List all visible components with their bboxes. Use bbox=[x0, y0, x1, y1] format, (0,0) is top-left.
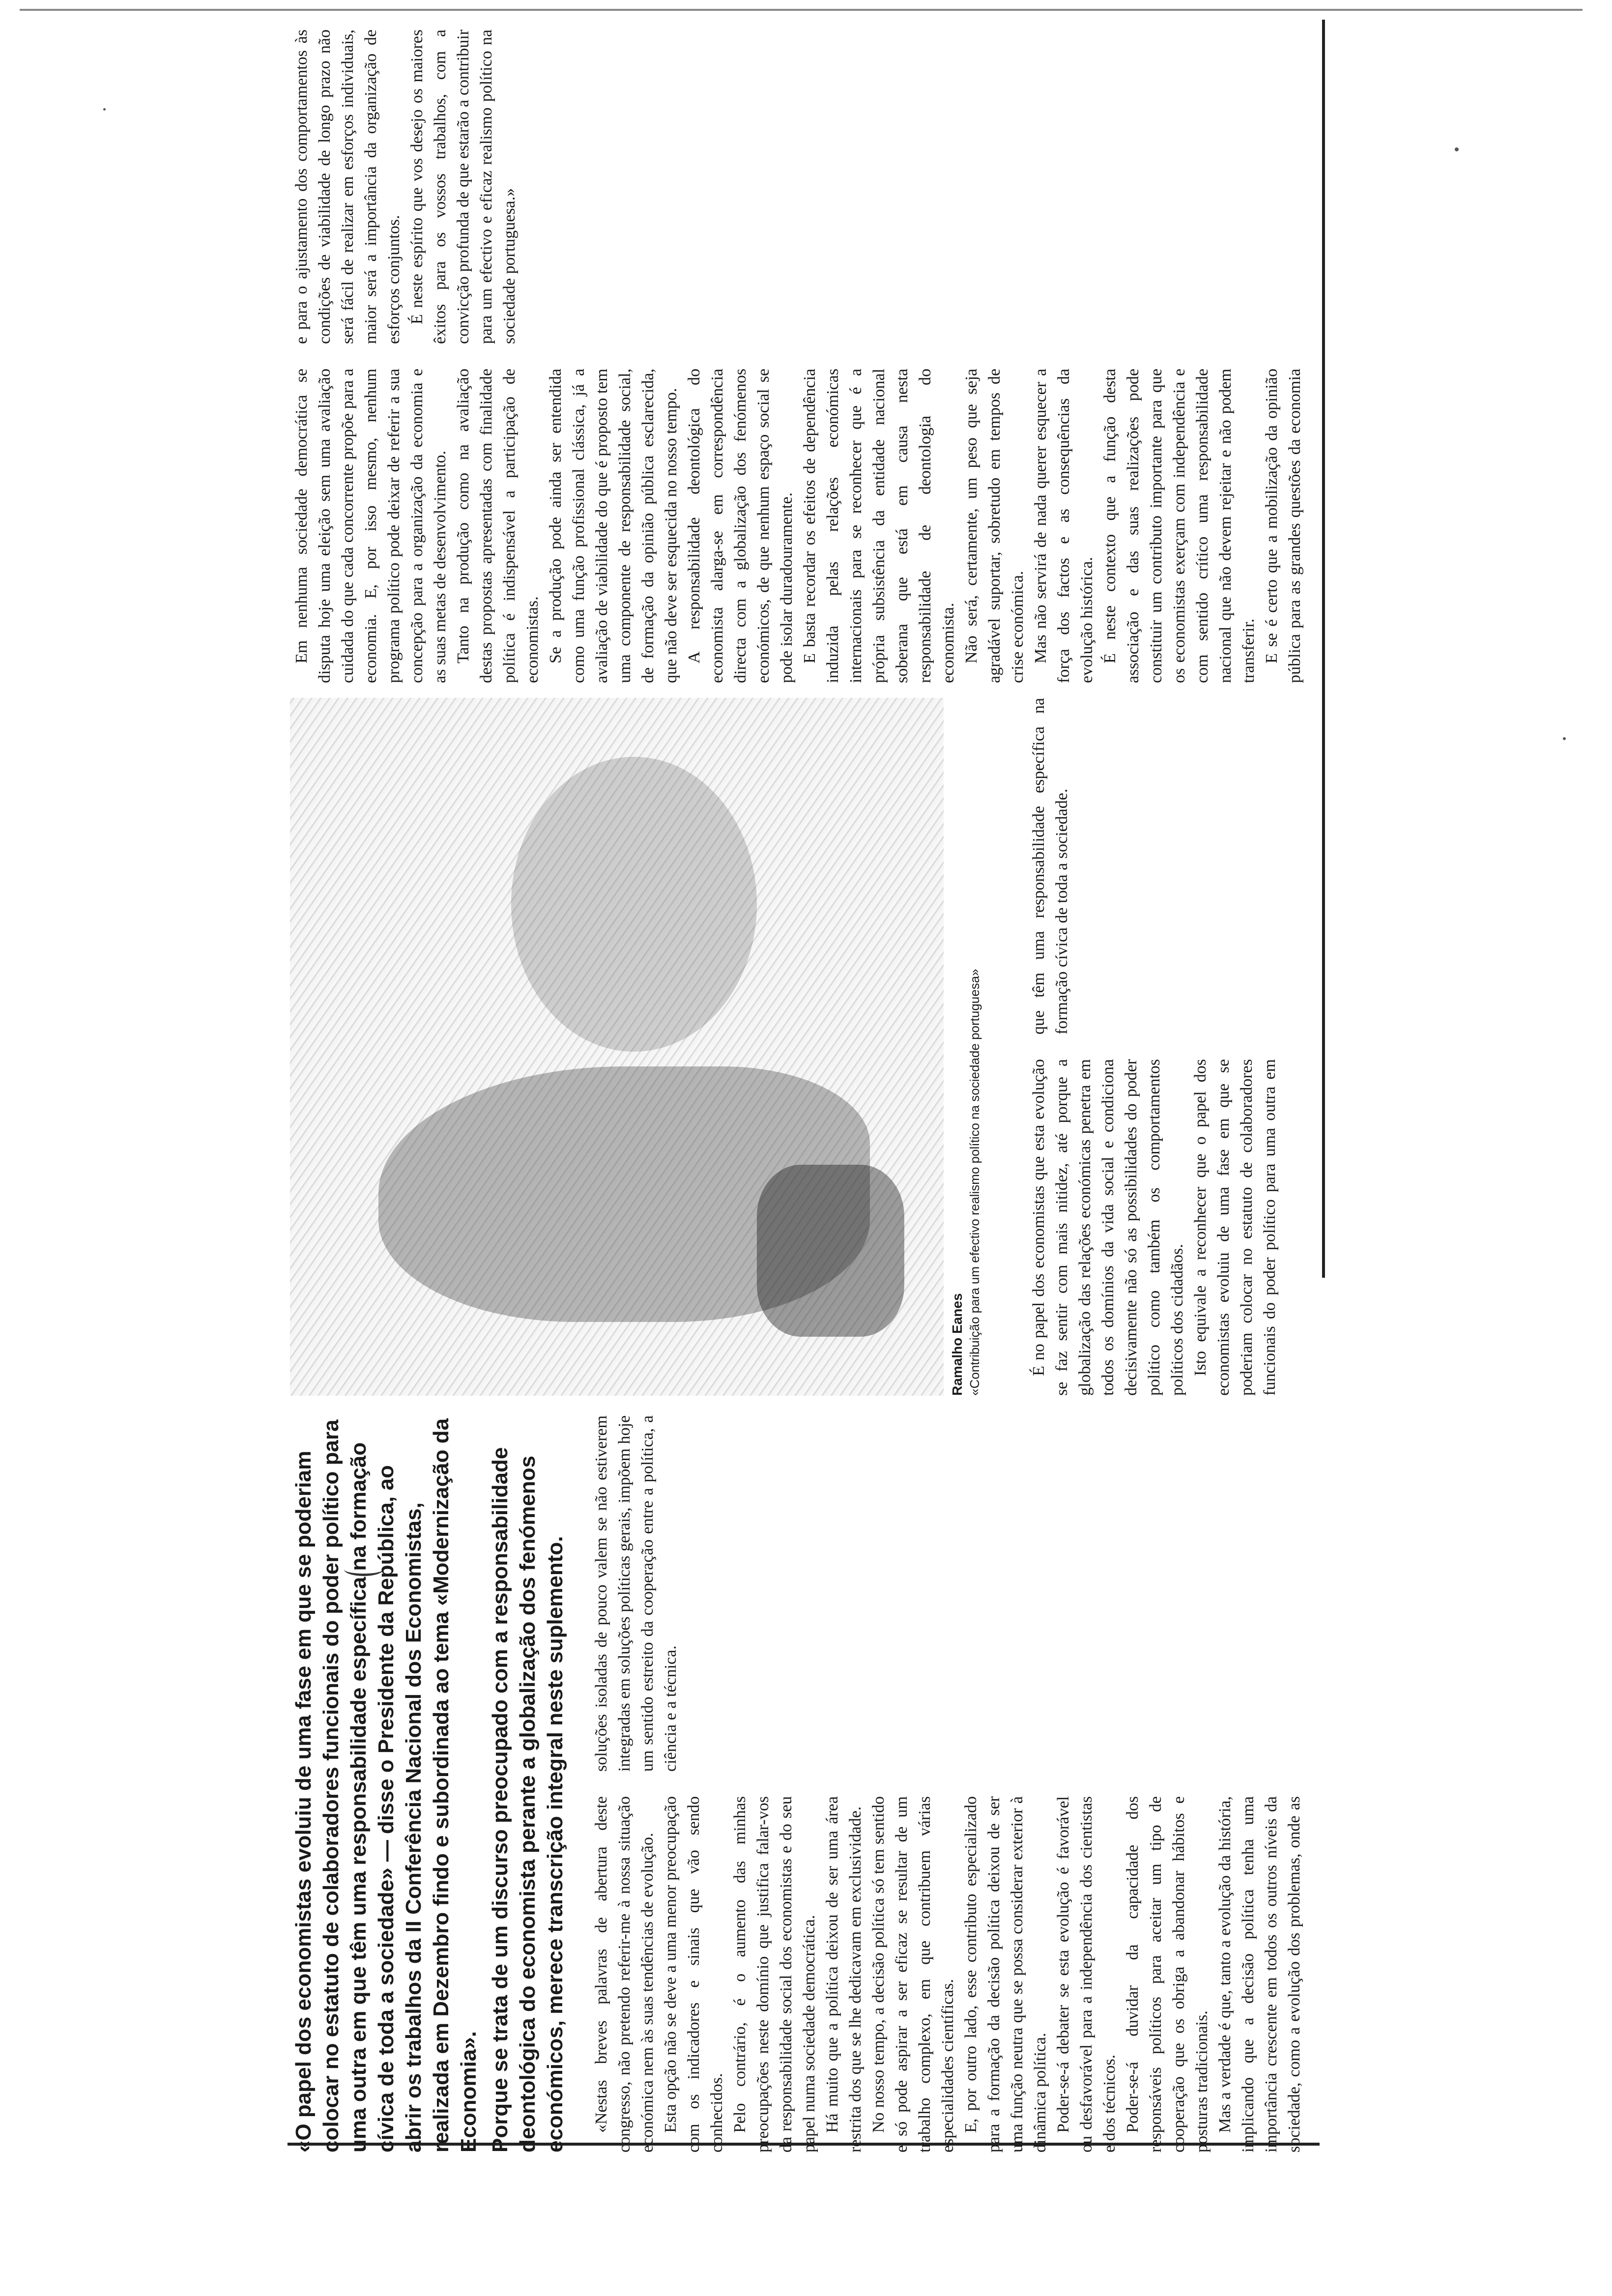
body-paragraph: Mas a verdade é que, tanto a evolução da história, implicando que a decisão política tenha uma importância crescente em todos os outros níveis da sociedade, como a evolução dos problemas, onde as soluções isoladas de pouco valem se não estiverem integradas em soluções políticas gerais, impõem hoje um sentido estreito da cooperação entre a política, a ciência e a técnica. bbox=[592, 1415, 1303, 2152]
lead-paragraph: «O papel dos economistas evoluiu de uma fase em que se poderiam colocar no estatuto de colaboradores funcionais do poder político para uma outra em que têm uma responsabilidade específica na formação cívica de toda a sociedade» — disse o Presidente da República, ao abrir os trabalhos da II Conferência Nacional dos Economistas, realizada em Dezembro findo e subordinada ao tema «Modernização da Economia». bbox=[291, 1418, 481, 2152]
scan-edge-line bbox=[20, 9, 1583, 11]
body-paragraph: É no papel dos economistas que esta evolução se faz sentir com mais nitidez, até porque a globalização das relações económicas penetra em todos os domínios da vida social e condiciona decisivamente não só as possibilidades do poder político como também os comportamentos políticos dos cidadãos. bbox=[1030, 1059, 1186, 1396]
body-paragraph: Há muito que a política deixou de ser uma área restrita dos que se lhe dedicavam em exclusividade. bbox=[823, 1796, 864, 2152]
body-paragraph: Isto equivale a reconhecer que o papel dos economistas evoluiu de uma fase em que se poderiam colocar no estatuto de colaboradores funcionais do poder político para uma outra em que têm uma responsabilidade específica na formação cívica de toda a sociedade. bbox=[1030, 698, 1279, 1396]
body-paragraph: «Nestas breves palavras de abertura deste congresso, não pretendo referir-me à nossa situação económica nem às suas tendências de evolução. bbox=[592, 1796, 657, 2152]
body-paragraph: No nosso tempo, a decisão política só tem sentido e só pode aspirar a ser eficaz se resultar de um trabalho complexo, em que contribuem várias especialidades científicas. bbox=[869, 1796, 957, 2152]
body-paragraph: Mas não servirá de nada querer esquecer a força dos factos e as consequências da evolução histórica. bbox=[1032, 369, 1096, 683]
body-paragraph: E, por outro lado, esse contributo especializado para a formação da decisão política deixou de ser uma função neutra que se possa considerar exterior à dinâmica política. bbox=[962, 1796, 1049, 2152]
portrait-photo bbox=[290, 698, 944, 1396]
body-paragraph: É neste espírito que vos desejo os maiores êxitos para os vossos trabalhos, com a convicção profunda de que estarão a contribuir para um efectivo e eficaz realismo político na sociedade portuguesa.» bbox=[408, 29, 518, 344]
body-paragraph: Não será, certamente, um peso que seja agradável suportar, sobretudo em tempos de crise económica. bbox=[962, 369, 1027, 683]
body-paragraph: É neste contexto que a função desta associação e das suas realizações pode constituir um contributo importante para que os economistas exerçam com independência e com sentido crítico uma responsabilidade nacional que não devem rejeitar e não podem transferir. bbox=[1101, 369, 1258, 683]
article-body-middle bbox=[1027, 698, 1307, 1396]
article-lead bbox=[290, 1415, 585, 2152]
article-body-right bbox=[290, 29, 1307, 683]
body-paragraph: Pelo contrário, é o aumento das minhas preocupações neste domínio que justifica falar-vos da responsabilidade social dos economistas e do seu papel numa sociedade democrática. bbox=[731, 1796, 818, 2152]
body-paragraph: E se é certo que a mobilização da opinião pública para as grandes questões da economia e para o ajustamento dos comportamentos às condições de viabilidade de longo prazo não será fácil de realizar em esforços individuais, maior será a importância da organização de esforços conjuntos. bbox=[292, 29, 1304, 683]
body-paragraph: Poder-se-á duvidar da capacidade dos responsáveis políticos para aceitar um tipo de cooperação que os obriga a abandonar hábitos e posturas tradicionais. bbox=[1123, 1796, 1211, 2152]
newspaper-page bbox=[275, 20, 1317, 2162]
body-paragraph: Tanto na produção como na avaliação destas propostas apresentadas com finalidade política é indispensável a participação de economistas. bbox=[454, 369, 542, 683]
body-paragraph: E basta recordar os efeitos de dependência induzida pelas relações económicas internacionais para se reconhecer que é a própria subsistência da entidade nacional soberana que está em causa nesta responsabilidade de deontologia do economista. bbox=[801, 369, 957, 683]
column-rule bbox=[1322, 20, 1325, 1278]
photo-caption bbox=[949, 698, 1022, 1396]
body-paragraph: Esta opção não se deve a uma menor preocupação com os indicadores e sinais que vão sendo conhecidos. bbox=[662, 1796, 726, 2152]
caption-name: Ramalho Eanes bbox=[950, 1293, 965, 1396]
body-paragraph: A responsabilidade deontológica do economista alarga-se em correspondência directa com a globalização dos fenómenos económicos, de que nenhum espaço social se pode isolar duradouramente. bbox=[685, 369, 796, 683]
body-paragraph: Em nenhuma sociedade democrática se disputa hoje uma eleição sem uma avaliação cuidada do que cada concorrente propõe para a economia. E, por isso mesmo, nenhum programa político pode deixar de referir a sua concepção para a organização da economia e as suas metas de desenvolvimento. bbox=[292, 369, 449, 683]
lead-paragraph: Porque se trata de um discurso preocupado com a responsabilidade deontológica do economista perante a globalização dos fenómenos económicos, merece transcrição integral neste suplemento. bbox=[488, 1447, 567, 2152]
scan-speck bbox=[103, 108, 106, 111]
scan-speck bbox=[1563, 737, 1566, 740]
body-paragraph: Poder-se-á debater se esta evolução é favorável ou desfavorável para a independência dos cientistas e dos técnicos. bbox=[1054, 1796, 1119, 2152]
scan-speck bbox=[1455, 147, 1459, 151]
caption-title: «Contribuição para um efectivo realismo político na sociedade portuguesa» bbox=[967, 969, 982, 1396]
body-paragraph: Se a produção pode ainda ser entendida como uma função profissional clássica, já a avaliação de viabilidade do que é proposto tem uma componente de responsabilidade social, de formação da opinião pública esclarecida, que não deve ser esquecida no nosso tempo. bbox=[547, 369, 680, 683]
article-body-left bbox=[590, 1415, 1307, 2152]
